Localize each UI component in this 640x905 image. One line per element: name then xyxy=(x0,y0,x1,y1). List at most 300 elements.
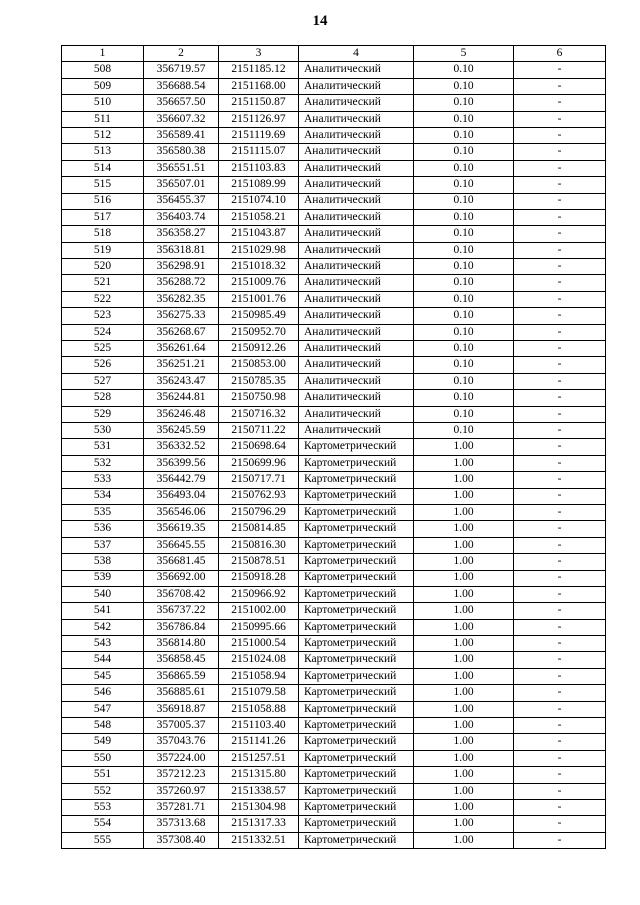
y-coordinate-cell: 2151257.51 xyxy=(219,750,299,766)
point-number-cell: 554 xyxy=(62,816,144,832)
y-coordinate-cell: 2150785.35 xyxy=(219,373,299,389)
accuracy-cell: 1.00 xyxy=(414,619,514,635)
x-coordinate-cell: 356332.52 xyxy=(144,439,219,455)
note-cell: - xyxy=(514,209,606,225)
accuracy-cell: 0.10 xyxy=(414,422,514,438)
note-cell: - xyxy=(514,619,606,635)
method-cell: Аналитический xyxy=(299,209,414,225)
y-coordinate-cell: 2150966.92 xyxy=(219,586,299,602)
note-cell: - xyxy=(514,242,606,258)
point-number-cell: 520 xyxy=(62,259,144,275)
table-row xyxy=(62,95,606,111)
y-coordinate-cell: 2151009.76 xyxy=(219,275,299,291)
note-cell: - xyxy=(514,603,606,619)
accuracy-cell: 0.10 xyxy=(414,111,514,127)
accuracy-cell: 1.00 xyxy=(414,603,514,619)
table-row xyxy=(62,439,606,455)
point-number-cell: 529 xyxy=(62,406,144,422)
y-coordinate-cell: 2150912.26 xyxy=(219,341,299,357)
table-row xyxy=(62,799,606,815)
x-coordinate-cell: 356261.64 xyxy=(144,341,219,357)
x-coordinate-cell: 356298.91 xyxy=(144,259,219,275)
table-row xyxy=(62,718,606,734)
point-number-cell: 544 xyxy=(62,652,144,668)
y-coordinate-cell: 2150717.71 xyxy=(219,472,299,488)
table-row xyxy=(62,62,606,78)
method-cell: Аналитический xyxy=(299,111,414,127)
table-row xyxy=(62,127,606,143)
method-cell: Аналитический xyxy=(299,95,414,111)
y-coordinate-cell: 2151332.51 xyxy=(219,832,299,848)
note-cell: - xyxy=(514,701,606,717)
y-coordinate-cell: 2151126.97 xyxy=(219,111,299,127)
x-coordinate-cell: 356493.04 xyxy=(144,488,219,504)
point-number-cell: 524 xyxy=(62,324,144,340)
point-number-cell: 543 xyxy=(62,636,144,652)
point-number-cell: 526 xyxy=(62,357,144,373)
x-coordinate-cell: 356688.54 xyxy=(144,78,219,94)
accuracy-cell: 1.00 xyxy=(414,718,514,734)
table-row xyxy=(62,357,606,373)
y-coordinate-cell: 2150711.22 xyxy=(219,422,299,438)
x-coordinate-cell: 356786.84 xyxy=(144,619,219,635)
accuracy-cell: 1.00 xyxy=(414,504,514,520)
note-cell: - xyxy=(514,95,606,111)
y-coordinate-cell: 2151024.08 xyxy=(219,652,299,668)
point-number-cell: 514 xyxy=(62,160,144,176)
x-coordinate-cell: 357043.76 xyxy=(144,734,219,750)
page-number: 14 xyxy=(312,13,328,29)
method-cell: Картометрический xyxy=(299,750,414,766)
method-cell: Картометрический xyxy=(299,799,414,815)
point-number-cell: 535 xyxy=(62,504,144,520)
note-cell: - xyxy=(514,78,606,94)
table-row xyxy=(62,586,606,602)
point-number-cell: 539 xyxy=(62,570,144,586)
x-coordinate-cell: 357281.71 xyxy=(144,799,219,815)
table-row xyxy=(62,226,606,242)
table-header-row xyxy=(62,46,606,62)
column-header: 5 xyxy=(414,46,514,62)
note-cell: - xyxy=(514,816,606,832)
point-number-cell: 546 xyxy=(62,685,144,701)
accuracy-cell: 0.10 xyxy=(414,390,514,406)
y-coordinate-cell: 2150716.32 xyxy=(219,406,299,422)
note-cell: - xyxy=(514,668,606,684)
accuracy-cell: 1.00 xyxy=(414,783,514,799)
note-cell: - xyxy=(514,275,606,291)
method-cell: Аналитический xyxy=(299,324,414,340)
note-cell: - xyxy=(514,586,606,602)
accuracy-cell: 1.00 xyxy=(414,570,514,586)
method-cell: Аналитический xyxy=(299,127,414,143)
point-number-cell: 521 xyxy=(62,275,144,291)
accuracy-cell: 0.10 xyxy=(414,324,514,340)
method-cell: Аналитический xyxy=(299,406,414,422)
method-cell: Картометрический xyxy=(299,718,414,734)
point-number-cell: 509 xyxy=(62,78,144,94)
note-cell: - xyxy=(514,504,606,520)
column-header: 2 xyxy=(144,46,219,62)
y-coordinate-cell: 2151141.26 xyxy=(219,734,299,750)
point-number-cell: 517 xyxy=(62,209,144,225)
y-coordinate-cell: 2150699.96 xyxy=(219,455,299,471)
table-row xyxy=(62,603,606,619)
table-row xyxy=(62,422,606,438)
method-cell: Картометрический xyxy=(299,685,414,701)
point-number-cell: 508 xyxy=(62,62,144,78)
note-cell: - xyxy=(514,127,606,143)
accuracy-cell: 0.10 xyxy=(414,357,514,373)
table-row xyxy=(62,209,606,225)
method-cell: Картометрический xyxy=(299,619,414,635)
table-row xyxy=(62,259,606,275)
column-header: 3 xyxy=(219,46,299,62)
table-row xyxy=(62,685,606,701)
point-number-cell: 545 xyxy=(62,668,144,684)
accuracy-cell: 0.10 xyxy=(414,95,514,111)
coordinates-table xyxy=(61,45,606,849)
note-cell: - xyxy=(514,799,606,815)
y-coordinate-cell: 2150853.00 xyxy=(219,357,299,373)
table-row xyxy=(62,193,606,209)
accuracy-cell: 1.00 xyxy=(414,554,514,570)
point-number-cell: 512 xyxy=(62,127,144,143)
accuracy-cell: 0.10 xyxy=(414,127,514,143)
table-row xyxy=(62,750,606,766)
table-row xyxy=(62,390,606,406)
point-number-cell: 547 xyxy=(62,701,144,717)
table-row xyxy=(62,537,606,553)
table-row xyxy=(62,78,606,94)
table-row xyxy=(62,504,606,520)
note-cell: - xyxy=(514,718,606,734)
x-coordinate-cell: 356858.45 xyxy=(144,652,219,668)
point-number-cell: 519 xyxy=(62,242,144,258)
note-cell: - xyxy=(514,734,606,750)
table-row xyxy=(62,177,606,193)
table-row xyxy=(62,668,606,684)
method-cell: Картометрический xyxy=(299,504,414,520)
x-coordinate-cell: 356244.81 xyxy=(144,390,219,406)
method-cell: Аналитический xyxy=(299,160,414,176)
accuracy-cell: 1.00 xyxy=(414,799,514,815)
method-cell: Картометрический xyxy=(299,455,414,471)
x-coordinate-cell: 356657.50 xyxy=(144,95,219,111)
method-cell: Аналитический xyxy=(299,242,414,258)
x-coordinate-cell: 356885.61 xyxy=(144,685,219,701)
column-header: 1 xyxy=(62,46,144,62)
x-coordinate-cell: 356251.21 xyxy=(144,357,219,373)
accuracy-cell: 1.00 xyxy=(414,521,514,537)
accuracy-cell: 0.10 xyxy=(414,62,514,78)
column-header: 4 xyxy=(299,46,414,62)
note-cell: - xyxy=(514,373,606,389)
accuracy-cell: 0.10 xyxy=(414,209,514,225)
method-cell: Картометрический xyxy=(299,439,414,455)
x-coordinate-cell: 356358.27 xyxy=(144,226,219,242)
point-number-cell: 536 xyxy=(62,521,144,537)
method-cell: Аналитический xyxy=(299,373,414,389)
method-cell: Картометрический xyxy=(299,701,414,717)
table-row xyxy=(62,488,606,504)
y-coordinate-cell: 2151002.00 xyxy=(219,603,299,619)
x-coordinate-cell: 356708.42 xyxy=(144,586,219,602)
table-row xyxy=(62,341,606,357)
x-coordinate-cell: 357313.68 xyxy=(144,816,219,832)
x-coordinate-cell: 356245.59 xyxy=(144,422,219,438)
method-cell: Аналитический xyxy=(299,177,414,193)
point-number-cell: 550 xyxy=(62,750,144,766)
accuracy-cell: 0.10 xyxy=(414,226,514,242)
note-cell: - xyxy=(514,406,606,422)
x-coordinate-cell: 356246.48 xyxy=(144,406,219,422)
y-coordinate-cell: 2151074.10 xyxy=(219,193,299,209)
accuracy-cell: 1.00 xyxy=(414,701,514,717)
accuracy-cell: 1.00 xyxy=(414,537,514,553)
accuracy-cell: 1.00 xyxy=(414,488,514,504)
accuracy-cell: 0.10 xyxy=(414,275,514,291)
note-cell: - xyxy=(514,521,606,537)
method-cell: Картометрический xyxy=(299,554,414,570)
x-coordinate-cell: 357260.97 xyxy=(144,783,219,799)
note-cell: - xyxy=(514,422,606,438)
accuracy-cell: 1.00 xyxy=(414,636,514,652)
y-coordinate-cell: 2151304.98 xyxy=(219,799,299,815)
note-cell: - xyxy=(514,177,606,193)
accuracy-cell: 1.00 xyxy=(414,586,514,602)
method-cell: Картометрический xyxy=(299,636,414,652)
table-row xyxy=(62,832,606,848)
method-cell: Картометрический xyxy=(299,603,414,619)
table-row xyxy=(62,521,606,537)
point-number-cell: 511 xyxy=(62,111,144,127)
table-row xyxy=(62,111,606,127)
y-coordinate-cell: 2150796.29 xyxy=(219,504,299,520)
note-cell: - xyxy=(514,111,606,127)
table-row xyxy=(62,734,606,750)
method-cell: Аналитический xyxy=(299,78,414,94)
point-number-cell: 555 xyxy=(62,832,144,848)
y-coordinate-cell: 2150995.66 xyxy=(219,619,299,635)
y-coordinate-cell: 2151115.07 xyxy=(219,144,299,160)
point-number-cell: 552 xyxy=(62,783,144,799)
accuracy-cell: 1.00 xyxy=(414,685,514,701)
x-coordinate-cell: 356268.67 xyxy=(144,324,219,340)
accuracy-cell: 0.10 xyxy=(414,308,514,324)
y-coordinate-cell: 2151168.00 xyxy=(219,78,299,94)
y-coordinate-cell: 2150762.93 xyxy=(219,488,299,504)
x-coordinate-cell: 356589.41 xyxy=(144,127,219,143)
method-cell: Картометрический xyxy=(299,783,414,799)
accuracy-cell: 1.00 xyxy=(414,816,514,832)
method-cell: Картометрический xyxy=(299,816,414,832)
point-number-cell: 523 xyxy=(62,308,144,324)
table-body xyxy=(62,62,606,849)
point-number-cell: 533 xyxy=(62,472,144,488)
accuracy-cell: 0.10 xyxy=(414,406,514,422)
note-cell: - xyxy=(514,554,606,570)
note-cell: - xyxy=(514,259,606,275)
point-number-cell: 549 xyxy=(62,734,144,750)
point-number-cell: 541 xyxy=(62,603,144,619)
accuracy-cell: 0.10 xyxy=(414,144,514,160)
table-row xyxy=(62,324,606,340)
method-cell: Картометрический xyxy=(299,570,414,586)
accuracy-cell: 1.00 xyxy=(414,734,514,750)
accuracy-cell: 0.10 xyxy=(414,193,514,209)
x-coordinate-cell: 356318.81 xyxy=(144,242,219,258)
y-coordinate-cell: 2151317.33 xyxy=(219,816,299,832)
note-cell: - xyxy=(514,160,606,176)
method-cell: Картометрический xyxy=(299,521,414,537)
note-cell: - xyxy=(514,472,606,488)
point-number-cell: 515 xyxy=(62,177,144,193)
table-row xyxy=(62,783,606,799)
accuracy-cell: 1.00 xyxy=(414,455,514,471)
note-cell: - xyxy=(514,390,606,406)
method-cell: Картометрический xyxy=(299,586,414,602)
point-number-cell: 532 xyxy=(62,455,144,471)
note-cell: - xyxy=(514,341,606,357)
accuracy-cell: 1.00 xyxy=(414,668,514,684)
accuracy-cell: 0.10 xyxy=(414,373,514,389)
point-number-cell: 510 xyxy=(62,95,144,111)
point-number-cell: 527 xyxy=(62,373,144,389)
table-row xyxy=(62,275,606,291)
x-coordinate-cell: 356275.33 xyxy=(144,308,219,324)
table-row xyxy=(62,291,606,307)
table-row xyxy=(62,554,606,570)
table-row xyxy=(62,636,606,652)
note-cell: - xyxy=(514,537,606,553)
table-row xyxy=(62,308,606,324)
y-coordinate-cell: 2150750.98 xyxy=(219,390,299,406)
table-row xyxy=(62,472,606,488)
y-coordinate-cell: 2151058.21 xyxy=(219,209,299,225)
x-coordinate-cell: 356546.06 xyxy=(144,504,219,520)
method-cell: Картометрический xyxy=(299,537,414,553)
x-coordinate-cell: 356681.45 xyxy=(144,554,219,570)
table-row xyxy=(62,406,606,422)
x-coordinate-cell: 356692.00 xyxy=(144,570,219,586)
accuracy-cell: 1.00 xyxy=(414,472,514,488)
y-coordinate-cell: 2151018.32 xyxy=(219,259,299,275)
x-coordinate-cell: 356918.87 xyxy=(144,701,219,717)
point-number-cell: 542 xyxy=(62,619,144,635)
x-coordinate-cell: 356442.79 xyxy=(144,472,219,488)
point-number-cell: 516 xyxy=(62,193,144,209)
x-coordinate-cell: 356288.72 xyxy=(144,275,219,291)
x-coordinate-cell: 356455.37 xyxy=(144,193,219,209)
method-cell: Картометрический xyxy=(299,832,414,848)
x-coordinate-cell: 356865.59 xyxy=(144,668,219,684)
table-row xyxy=(62,652,606,668)
note-cell: - xyxy=(514,308,606,324)
method-cell: Аналитический xyxy=(299,308,414,324)
y-coordinate-cell: 2151079.58 xyxy=(219,685,299,701)
note-cell: - xyxy=(514,357,606,373)
method-cell: Картометрический xyxy=(299,472,414,488)
note-cell: - xyxy=(514,226,606,242)
table-row xyxy=(62,144,606,160)
y-coordinate-cell: 2150698.64 xyxy=(219,439,299,455)
y-coordinate-cell: 2151338.57 xyxy=(219,783,299,799)
note-cell: - xyxy=(514,652,606,668)
y-coordinate-cell: 2151058.88 xyxy=(219,701,299,717)
x-coordinate-cell: 356507.01 xyxy=(144,177,219,193)
accuracy-cell: 0.10 xyxy=(414,242,514,258)
method-cell: Картометрический xyxy=(299,488,414,504)
y-coordinate-cell: 2151029.98 xyxy=(219,242,299,258)
accuracy-cell: 0.10 xyxy=(414,160,514,176)
method-cell: Аналитический xyxy=(299,259,414,275)
x-coordinate-cell: 356399.56 xyxy=(144,455,219,471)
point-number-cell: 538 xyxy=(62,554,144,570)
method-cell: Аналитический xyxy=(299,144,414,160)
y-coordinate-cell: 2151315.80 xyxy=(219,767,299,783)
x-coordinate-cell: 357308.40 xyxy=(144,832,219,848)
point-number-cell: 518 xyxy=(62,226,144,242)
point-number-cell: 548 xyxy=(62,718,144,734)
x-coordinate-cell: 356619.35 xyxy=(144,521,219,537)
y-coordinate-cell: 2150952.70 xyxy=(219,324,299,340)
point-number-cell: 553 xyxy=(62,799,144,815)
column-header: 6 xyxy=(514,46,606,62)
note-cell: - xyxy=(514,832,606,848)
x-coordinate-cell: 356282.35 xyxy=(144,291,219,307)
table-row xyxy=(62,160,606,176)
accuracy-cell: 1.00 xyxy=(414,750,514,766)
point-number-cell: 540 xyxy=(62,586,144,602)
note-cell: - xyxy=(514,144,606,160)
method-cell: Аналитический xyxy=(299,291,414,307)
table-row xyxy=(62,816,606,832)
y-coordinate-cell: 2151185.12 xyxy=(219,62,299,78)
y-coordinate-cell: 2150816.30 xyxy=(219,537,299,553)
x-coordinate-cell: 357212.23 xyxy=(144,767,219,783)
x-coordinate-cell: 356737.22 xyxy=(144,603,219,619)
method-cell: Картометрический xyxy=(299,668,414,684)
y-coordinate-cell: 2151119.69 xyxy=(219,127,299,143)
y-coordinate-cell: 2151089.99 xyxy=(219,177,299,193)
point-number-cell: 531 xyxy=(62,439,144,455)
note-cell: - xyxy=(514,636,606,652)
point-number-cell: 525 xyxy=(62,341,144,357)
y-coordinate-cell: 2150814.85 xyxy=(219,521,299,537)
table-row xyxy=(62,701,606,717)
y-coordinate-cell: 2150878.51 xyxy=(219,554,299,570)
accuracy-cell: 0.10 xyxy=(414,341,514,357)
note-cell: - xyxy=(514,439,606,455)
point-number-cell: 513 xyxy=(62,144,144,160)
accuracy-cell: 0.10 xyxy=(414,259,514,275)
accuracy-cell: 0.10 xyxy=(414,291,514,307)
note-cell: - xyxy=(514,570,606,586)
x-coordinate-cell: 357005.37 xyxy=(144,718,219,734)
method-cell: Аналитический xyxy=(299,226,414,242)
y-coordinate-cell: 2151000.54 xyxy=(219,636,299,652)
table-row xyxy=(62,455,606,471)
table-row xyxy=(62,242,606,258)
x-coordinate-cell: 357224.00 xyxy=(144,750,219,766)
x-coordinate-cell: 356814.80 xyxy=(144,636,219,652)
x-coordinate-cell: 356607.32 xyxy=(144,111,219,127)
note-cell: - xyxy=(514,455,606,471)
y-coordinate-cell: 2150918.28 xyxy=(219,570,299,586)
point-number-cell: 537 xyxy=(62,537,144,553)
y-coordinate-cell: 2151103.83 xyxy=(219,160,299,176)
